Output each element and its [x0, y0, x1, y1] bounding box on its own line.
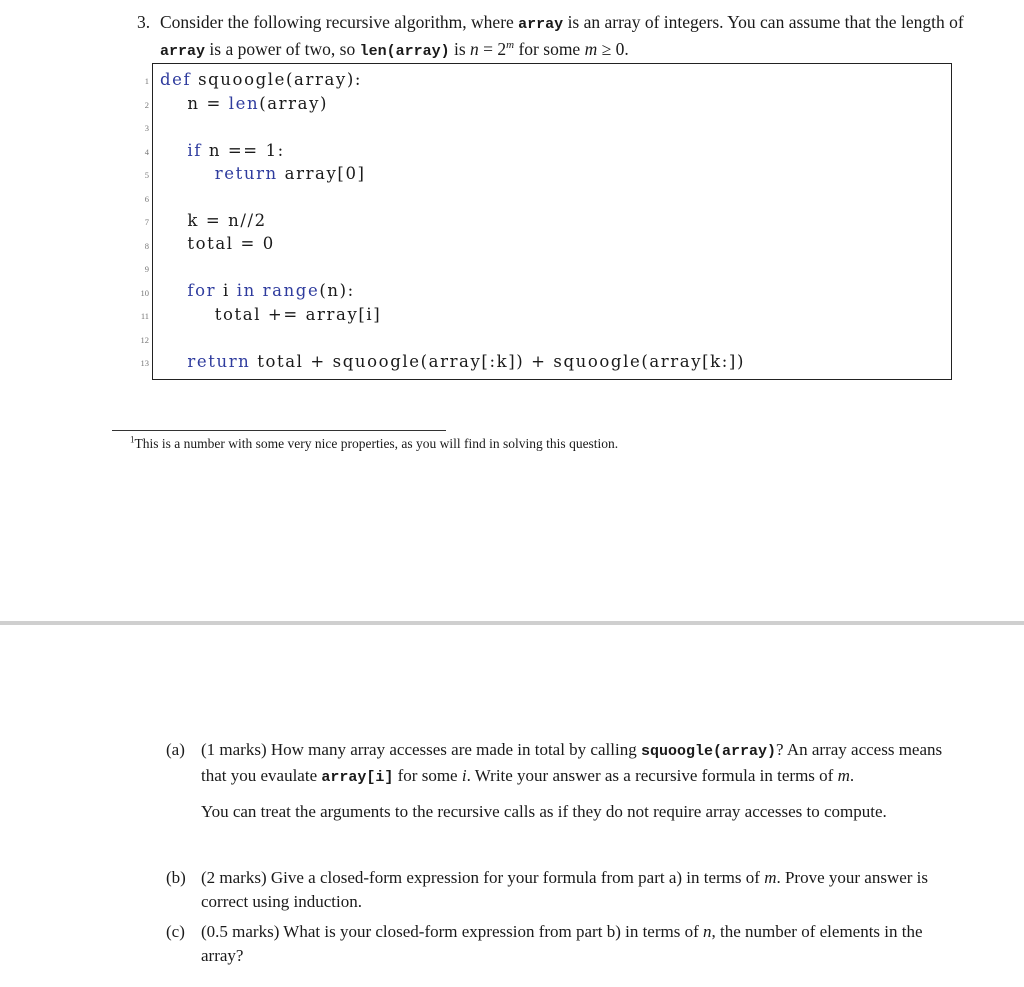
math-m-superscript: m [506, 39, 515, 52]
math-m: m [584, 39, 598, 59]
keyword-def: def [160, 70, 192, 89]
text: (0.5 marks) What is your closed-form expression from part b) in terms of [201, 922, 704, 941]
squoogle-call-code: squoogle(array) [640, 743, 776, 760]
code-text: n = [160, 94, 229, 113]
code-text [256, 281, 263, 300]
text: (1 marks) How many array accesses are made in total by calling [201, 740, 641, 759]
code-line-7: k = n//2 [160, 211, 267, 230]
question-number: 3. [137, 12, 151, 32]
part-c-label: (c) [166, 922, 185, 941]
code-text: (array) [259, 94, 329, 113]
line-numbers [128, 63, 152, 380]
intro-text-4: is [449, 39, 471, 59]
line-number: 10 [140, 288, 149, 298]
math-m: m [764, 868, 777, 887]
line-number: 1 [144, 76, 149, 86]
math-n: n [703, 922, 712, 941]
line-number: 13 [140, 358, 149, 368]
part-c-text [201, 920, 950, 968]
math-n: n [470, 39, 479, 59]
intro-text-1: Consider the following recursive algorithm, where [160, 12, 519, 32]
text: . Write your answer as a recursive formula in terms of [466, 766, 838, 785]
builtin-range: range [262, 281, 320, 300]
intro-text-5: for some [514, 39, 585, 59]
line-number: 7 [144, 217, 149, 227]
keyword-in: in [236, 281, 256, 300]
line-number: 9 [144, 264, 149, 274]
code-line-11: total += array[i] [160, 305, 382, 324]
code-line-8: total = 0 [160, 234, 275, 253]
code-line-2 [160, 94, 328, 113]
footnote [130, 436, 618, 452]
keyword-return: return [160, 352, 251, 371]
text: , the number of elements in the array? [201, 922, 923, 965]
text: (2 marks) Give a closed-form expression for your formula from part a) in terms of [201, 868, 765, 887]
line-number: 2 [144, 100, 149, 110]
array-access-code: array[i] [321, 769, 394, 786]
code-line-13 [160, 352, 745, 371]
code-line-4 [160, 141, 285, 160]
question-header [137, 10, 967, 64]
footnote-mark: 1 [130, 434, 135, 445]
math-m: m [837, 766, 850, 785]
code-text: array[0] [277, 164, 366, 183]
keyword-if: if [160, 141, 202, 160]
text: ? An array access means that you evaulate [201, 740, 943, 785]
keyword-for: for [160, 281, 217, 300]
keyword-return: return [160, 164, 278, 183]
line-number: 4 [144, 147, 149, 157]
line-number: 11 [140, 311, 149, 321]
math-geq: ≥ 0. [597, 39, 629, 59]
part-a-label: (a) [166, 740, 185, 759]
text: . [849, 766, 855, 785]
len-array-code: len(array) [359, 43, 450, 60]
array-code: array [160, 43, 206, 60]
part-b-label: (b) [166, 868, 186, 887]
part-b-text [201, 866, 950, 914]
code-text: i [216, 281, 237, 300]
array-code: array [518, 16, 564, 33]
code-text: squoogle(array): [191, 70, 363, 89]
part-a-text [201, 738, 950, 790]
builtin-len: len [228, 94, 260, 113]
part-a-note: You can treat the arguments to the recursive calls as if they do not require array accesses to compute. [201, 802, 887, 821]
line-number: 8 [144, 241, 149, 251]
code-text: (n): [319, 281, 355, 300]
code-line-10 [160, 281, 355, 300]
line-number: 5 [144, 170, 149, 180]
math-i: i [461, 766, 467, 785]
line-number: 6 [144, 194, 149, 204]
part-c [166, 920, 950, 968]
code-text: n == 1: [201, 141, 285, 160]
code-line-1 [160, 70, 362, 89]
part-b [166, 866, 950, 914]
line-number: 3 [144, 123, 149, 133]
code-text: total + squoogle(array[:k]) + squoogle(array[k:]) [250, 352, 746, 371]
text: for some [393, 766, 462, 785]
footnote-rule [112, 430, 446, 431]
intro-text-3: is a power of two, so [205, 39, 360, 59]
page-separator [0, 621, 1024, 625]
part-a [166, 738, 950, 824]
text: . Prove your answer is correct using induction. [201, 868, 929, 911]
line-number: 12 [140, 335, 149, 345]
math-eq: = 2 [478, 39, 507, 59]
question-intro [160, 10, 967, 64]
footnote-text: This is a number with some very nice properties, as you will find in solving this question. [134, 436, 619, 451]
code-line-5 [160, 164, 366, 183]
intro-text-2: is an array of integers. You can assume that the length of [563, 12, 964, 32]
